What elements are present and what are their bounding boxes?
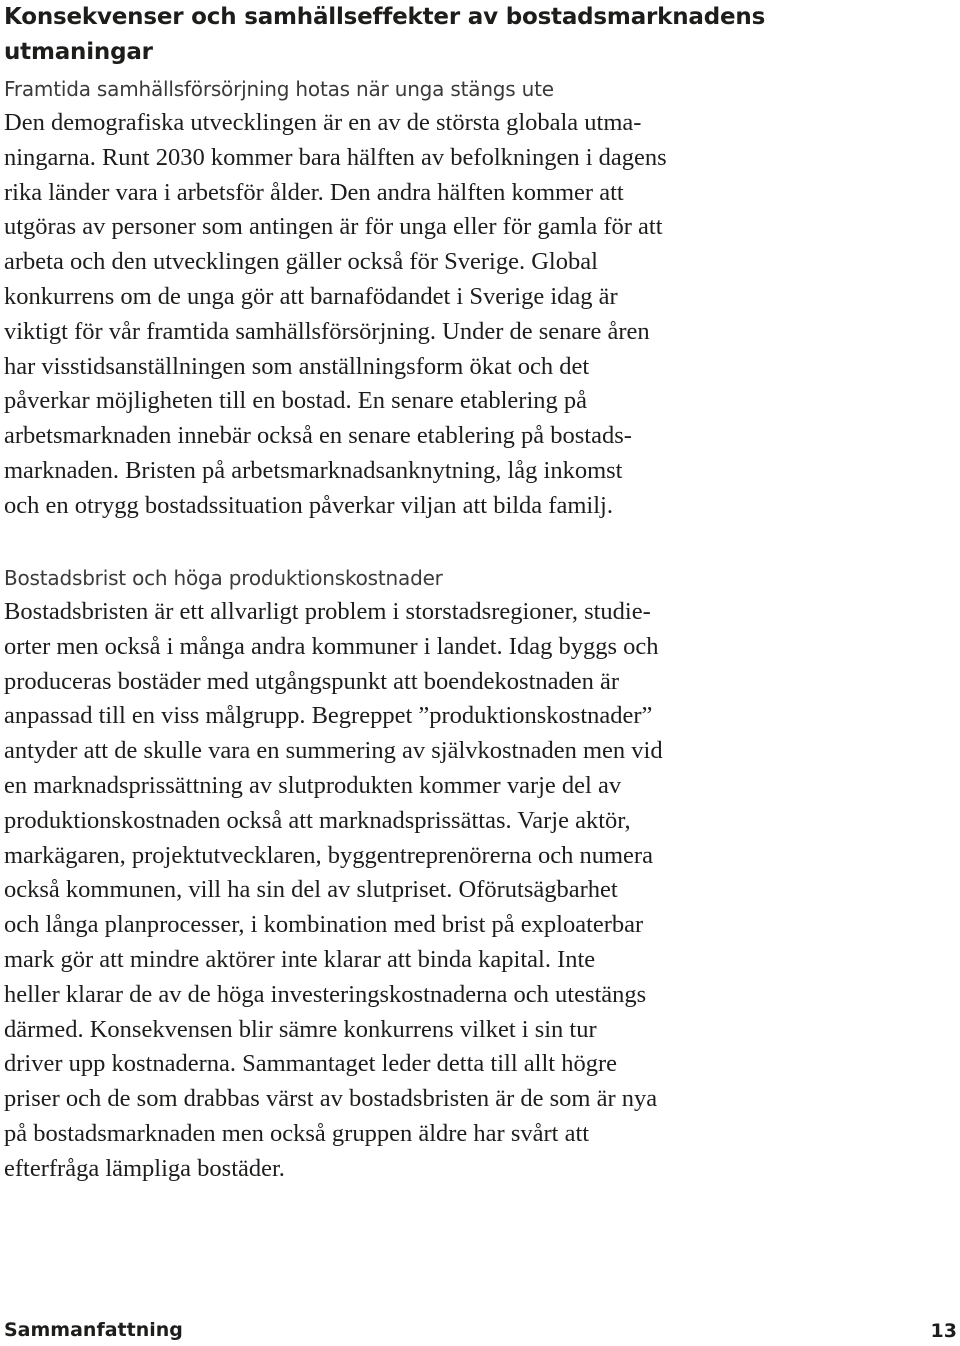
- body-line: anpassad till en viss målgrupp. Begreppet ”produktionskostnader”: [4, 702, 653, 730]
- body-line: också kommunen, vill ha sin del av slutpriset. Oförutsägbarhet: [4, 876, 618, 904]
- section-heading-bostadsbrist: Bostadsbrist och höga produktionskostnader: [4, 566, 443, 590]
- body-line: priser och de som drabbas värst av bostadsbristen är de som är nya: [4, 1085, 658, 1113]
- body-line: utgöras av personer som antingen är för unga eller för gamla för att: [4, 213, 663, 241]
- page-number: 13: [930, 1320, 957, 1342]
- body-line: viktigt för vår framtida samhällsförsörjning. Under de senare åren: [4, 317, 650, 345]
- body-line: arbeta och den utvecklingen gäller också för Sverige. Global: [4, 248, 598, 276]
- body-line: markägaren, projektutvecklaren, byggentreprenörerna och numera: [4, 841, 653, 869]
- body-line: orter men också i många andra kommuner i landet. Idag byggs och: [4, 632, 659, 660]
- body-line: ningarna. Runt 2030 kommer bara hälften av befolkningen i dagens: [4, 143, 667, 171]
- body-line: och långa planprocesser, i kombination med brist på exploaterbar: [4, 911, 644, 939]
- section-body-bostadsbrist: [4, 595, 714, 1187]
- body-line: marknaden. Bristen på arbetsmarknadsanknytning, låg inkomst: [4, 456, 623, 484]
- body-line: antyder att de skulle vara en summering av självkostnaden men vid: [4, 737, 663, 765]
- body-line: heller klarar de av de höga investeringskostnaderna och utestängs: [4, 980, 647, 1008]
- title-line: Konsekvenser och samhällseffekter av bostadsmarknadens: [4, 4, 766, 30]
- body-line: konkurrens om de unga gör att barnafödandet i Sverige idag är: [4, 282, 618, 310]
- body-line: mark gör att mindre aktörer inte klarar att binda kapital. Inte: [4, 945, 596, 973]
- body-line: en marknadsprissättning av slutprodukten kommer varje del av: [4, 771, 622, 799]
- body-line: Den demografiska utvecklingen är en av de största globala utma-: [4, 109, 642, 136]
- body-line: på bostadsmarknaden men också gruppen äldre har svårt att: [4, 1119, 590, 1147]
- body-line: och en otrygg bostadssituation påverkar viljan att bilda familj.: [4, 491, 613, 519]
- body-line: produceras bostäder med utgångspunkt att boendekostnaden är: [4, 667, 620, 695]
- body-line: har visstidsanställningen som anställningsform ökat och det: [4, 352, 590, 380]
- body-line: påverkar möjligheten till en bostad. En senare etablering på: [4, 387, 588, 415]
- body-line: därmed. Konsekvensen blir sämre konkurrens vilket i sin tur: [4, 1015, 597, 1043]
- body-line: driver upp kostnaderna. Sammantaget leder detta till allt högre: [4, 1050, 617, 1078]
- footer-section-label: Sammanfattning: [4, 1319, 183, 1341]
- body-line: rika länder vara i arbetsför ålder. Den andra hälften kommer att: [4, 178, 624, 206]
- page-title: [4, 0, 766, 70]
- title-line: utmaningar: [4, 39, 153, 65]
- section-heading-framtida-samhallsforsorjning: Framtida samhällsförsörjning hotas när unga stängs ute: [4, 77, 554, 101]
- body-line: Bostadsbristen är ett allvarligt problem i storstadsregioner, studie-: [4, 598, 651, 625]
- body-line: efterfråga lämpliga bostäder.: [4, 1154, 285, 1182]
- section-body-framtida-samhallsforsorjning: [4, 106, 714, 524]
- body-line: arbetsmarknaden innebär också en senare etablering på bostads-: [4, 422, 632, 450]
- body-line: produktionskostnaden också att marknadsprissättas. Varje aktör,: [4, 806, 631, 834]
